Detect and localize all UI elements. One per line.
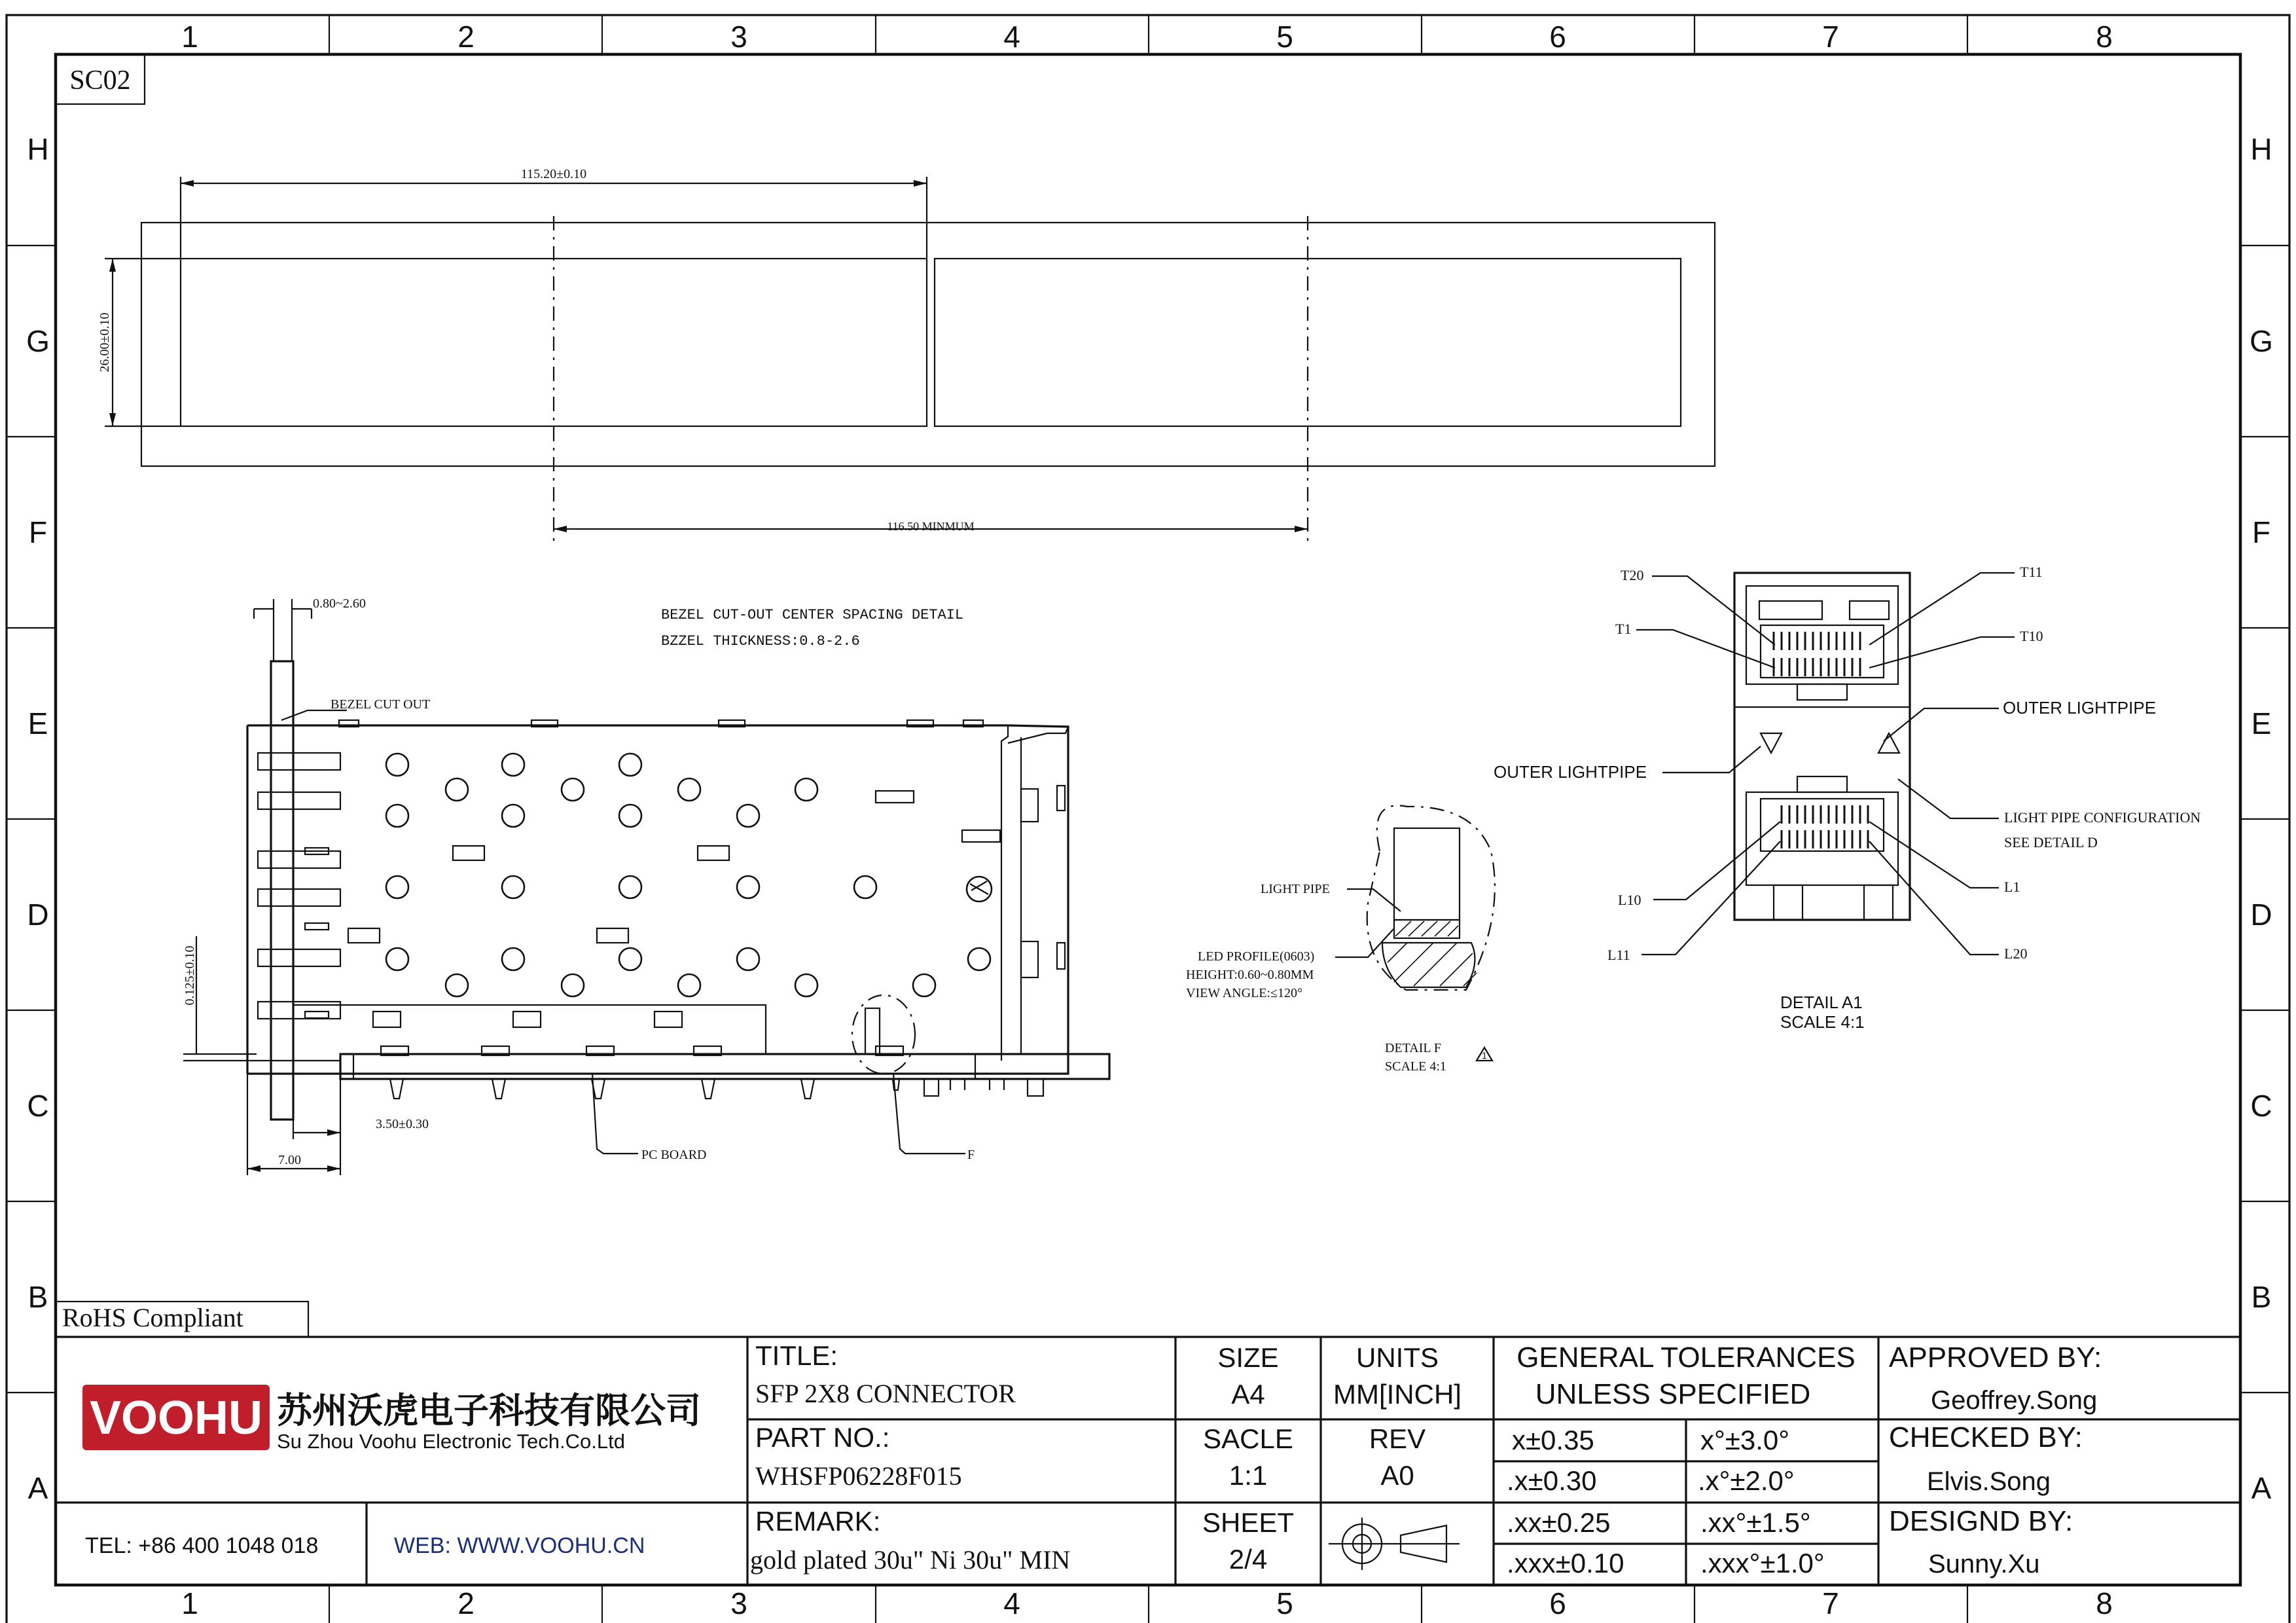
bezel-note-title: BEZEL CUT-OUT CENTER SPACING DETAIL [661, 607, 964, 623]
sheet-label: SHEET [1202, 1507, 1295, 1538]
dim-bezel-height: 26.00±0.10 [98, 312, 112, 373]
connector-side-view [183, 599, 1109, 1175]
row-label: C [2250, 1089, 2272, 1123]
col-label: 1 [181, 20, 198, 54]
label-light-pipe: LIGHT PIPE [1261, 882, 1330, 896]
dim-bezel-range: 0.80~2.60 [313, 596, 366, 611]
label-view-angle: VIEW ANGLE:≤120° [1186, 986, 1303, 1000]
units-label: UNITS [1356, 1342, 1439, 1373]
col-label: 7 [1822, 20, 1839, 54]
detail-a1-view [1636, 573, 2015, 955]
row-label: B [27, 1280, 48, 1314]
tolerance-title-1: GENERAL TOLERANCES [1516, 1341, 1856, 1374]
row-label: B [2251, 1280, 2272, 1314]
rev-label: REV [1369, 1423, 1426, 1454]
label-outer-lightpipe-right: OUTER LIGHTPIPE [2003, 698, 2157, 718]
label-l10: L10 [1618, 892, 1641, 908]
label-t10: T10 [2020, 628, 2043, 644]
row-labels [26, 132, 2273, 1505]
scale-label: SACLE [1203, 1423, 1293, 1454]
label-t11: T11 [2020, 564, 2043, 580]
part-value: WHSFP06228F015 [755, 1461, 962, 1491]
label-l1: L1 [2004, 879, 2020, 895]
row-label: D [2250, 898, 2272, 932]
remark-label: REMARK: [755, 1506, 881, 1537]
sheet-code: SC02 [69, 65, 131, 96]
bezel-cutout-view [105, 177, 1715, 543]
rohs-label: RoHS Compliant [62, 1303, 243, 1332]
label-outer-lightpipe-left: OUTER LIGHTPIPE [1494, 762, 1647, 782]
col-label: 7 [1822, 1586, 1839, 1620]
label-t1: T1 [1615, 621, 1632, 637]
row-label: E [27, 706, 48, 740]
checked-label: CHECKED BY: [1889, 1421, 2083, 1453]
tol-linear-1: .x±0.30 [1507, 1465, 1597, 1496]
col-label: 2 [457, 20, 475, 54]
col-label: 2 [457, 1586, 475, 1620]
col-label: 1 [181, 1586, 198, 1620]
row-label: F [28, 515, 48, 549]
col-label: 3 [730, 1586, 747, 1620]
col-label: 6 [1549, 1586, 1566, 1620]
col-label: 5 [1276, 1586, 1293, 1620]
approved-name: Geoffrey.Song [1931, 1386, 2098, 1415]
size-label: SIZE [1217, 1342, 1279, 1373]
rev-value: A0 [1380, 1460, 1414, 1491]
remark-value: gold plated 30u" Ni 30u" MIN [750, 1545, 1071, 1575]
units-value: MM[INCH] [1333, 1379, 1462, 1410]
row-label: G [26, 324, 50, 358]
title-value: SFP 2X8 CONNECTOR [755, 1379, 1016, 1408]
svg-text:1: 1 [1482, 1050, 1487, 1061]
size-value: A4 [1231, 1379, 1265, 1410]
column-labels [181, 20, 2113, 1620]
label-pc-board: PC BOARD [641, 1148, 707, 1162]
col-label: 4 [1003, 1586, 1020, 1620]
dim-0125: 0.125±0.10 [183, 945, 197, 1006]
tolerance-title-2: UNLESS SPECIFIED [1535, 1378, 1811, 1410]
company-name-cn: 苏州沃虎电子科技有限公司 [277, 1390, 701, 1431]
detail-f-title: DETAIL F [1385, 1041, 1441, 1055]
approved-label: APPROVED BY: [1889, 1341, 2102, 1374]
detail-a1-title: DETAIL A1 [1780, 993, 1863, 1012]
web: WEB: WWW.VOOHU.CN [394, 1533, 645, 1558]
tol-angle-2: .xx°±1.5° [1700, 1507, 1811, 1538]
sheet-value: 2/4 [1229, 1544, 1268, 1575]
dim-700: 7.00 [278, 1153, 301, 1167]
row-label: A [27, 1471, 48, 1505]
callout-f: F [967, 1148, 975, 1162]
outer-frame [7, 15, 2289, 1623]
design-label: DESIGND BY: [1889, 1505, 2073, 1537]
row-label: E [2251, 706, 2272, 740]
row-label: C [27, 1089, 49, 1123]
row-label: H [2250, 132, 2272, 166]
tol-angle-3: .xxx°±1.0° [1700, 1548, 1825, 1578]
label-see-detail: SEE DETAIL D [2004, 834, 2098, 850]
label-led-height: HEIGHT:0.60~0.80MM [1186, 968, 1314, 982]
dim-bezel-width: 115.20±0.10 [520, 167, 587, 181]
label-l20: L20 [2004, 945, 2028, 962]
zone-ticks [7, 15, 2289, 1623]
tel: TEL: +86 400 1048 018 [85, 1533, 319, 1558]
logo-text: VOOHU [89, 1392, 263, 1444]
col-label: 5 [1276, 20, 1293, 54]
col-label: 8 [2096, 20, 2113, 54]
title-block-grid [56, 1337, 2240, 1585]
scale-value: 1:1 [1229, 1460, 1268, 1491]
label-lp-config: LIGHT PIPE CONFIGURATION [2004, 809, 2201, 826]
col-label: 8 [2096, 1586, 2113, 1620]
company-name-en: Su Zhou Voohu Electronic Tech.Co.Ltd [277, 1430, 625, 1453]
tol-linear-3: .xxx±0.10 [1507, 1548, 1624, 1578]
part-label: PART NO.: [755, 1422, 890, 1453]
label-bezel-cutout: BEZEL CUT OUT [331, 697, 431, 712]
title-label: TITLE: [755, 1340, 838, 1371]
col-label: 4 [1003, 20, 1020, 54]
checked-name: Elvis.Song [1927, 1467, 2051, 1496]
tol-linear-0: x±0.35 [1512, 1425, 1594, 1455]
dim-bezel-spacing: 116.50 MINMUM [887, 520, 975, 533]
row-label: G [2250, 324, 2273, 358]
label-l11: L11 [1607, 947, 1630, 963]
tol-linear-2: .xx±0.25 [1507, 1507, 1611, 1538]
row-label: H [27, 132, 49, 166]
tol-angle-1: .x°±2.0° [1698, 1465, 1795, 1496]
bezel-note-thickness: BZZEL THICKNESS:0.8-2.6 [661, 633, 860, 649]
tol-angle-0: x°±3.0° [1700, 1425, 1790, 1455]
design-name: Sunny.Xu [1928, 1550, 2040, 1578]
detail-f-view [1335, 805, 1495, 1061]
projection-symbol-icon [1329, 1518, 1460, 1570]
detail-a1-scale: SCALE 4:1 [1780, 1012, 1865, 1032]
dim-350: 3.50±0.30 [376, 1117, 429, 1131]
row-label: A [2251, 1471, 2272, 1505]
detail-f-scale: SCALE 4:1 [1385, 1059, 1446, 1074]
label-led-profile: LED PROFILE(0603) [1198, 949, 1315, 964]
row-label: D [27, 898, 49, 932]
label-t20: T20 [1621, 567, 1644, 583]
row-label: F [2251, 515, 2271, 549]
col-label: 3 [730, 20, 747, 54]
col-label: 6 [1549, 20, 1566, 54]
